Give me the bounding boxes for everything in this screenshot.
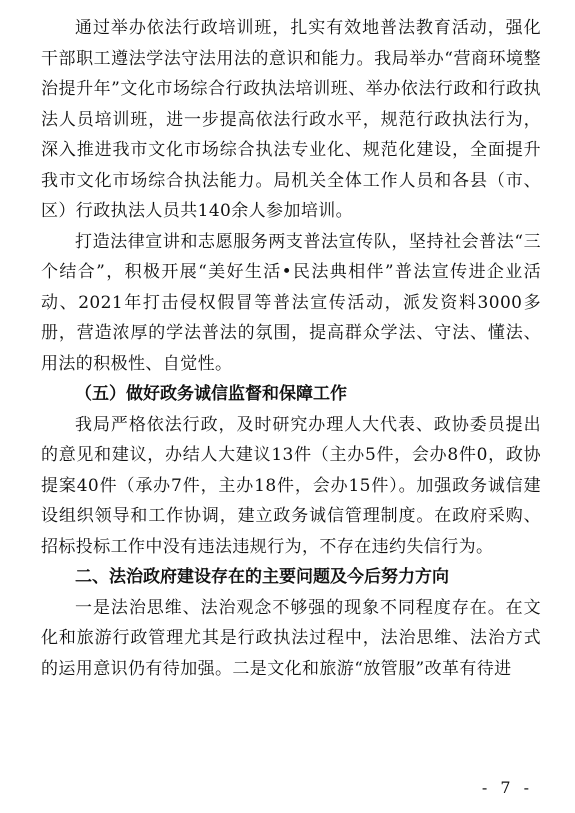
- paragraph-publicity: 打造法律宣讲和志愿服务两支普法宣传队，坚持社会普法“三个结合”，积极开展“美好生活•民法典相伴”普法宣传进企业活动、2021年打击侵权假冒等普法宣传活动，派发资料3000多册，营造浓厚的学法普法的氛围，提高群众学法、守法、懂法、用法的积极性、自觉性。: [41, 231, 541, 374]
- section-heading-integrity: （五）做好政务诚信监督和保障工作: [75, 384, 347, 404]
- page-number: - 7 -: [481, 778, 533, 797]
- section-heading-problems: 二、法治政府建设存在的主要问题及今后努力方向: [75, 567, 449, 587]
- paragraph-problems: 一是法治思维、法治观念不够强的现象不同程度存在。在文化和旅游行政管理尤其是行政执法过程中，法治思维、法治方式的运用意识仍有待加强。二是文化和旅游“放管服”改革有待进: [41, 597, 541, 679]
- document-body: [41, 13, 541, 684]
- paragraph-training: 通过举办依法行政培训班，扎实有效地普法教育活动，强化干部职工遵法学法守法用法的意识和能力。我局举办“营商环境整治提升年”文化市场综合行政执法培训班、举办依法行政和行政执法人员培训班，进一步提高依法行政水平，规范行政执法行为，深入推进我市文化市场综合执法专业化、规范化建设，全面提升我市文化市场综合执法能力。局机关全体工作人员和各县（市、区）行政执法人员共140余人参加培训。: [41, 18, 541, 221]
- paragraph-integrity: 我局严格依法行政，及时研究办理人大代表、政协委员提出的意见和建议，办结人大建议13件（主办5件，会办8件0，政协提案40件（承办7件，主办18件，会办15件）。加强政务诚信建设组织领导和工作协调，建立政务诚信管理制度。在政府采购、招标投标工作中没有违法违规行为，不存在违约失信行为。: [41, 414, 541, 557]
